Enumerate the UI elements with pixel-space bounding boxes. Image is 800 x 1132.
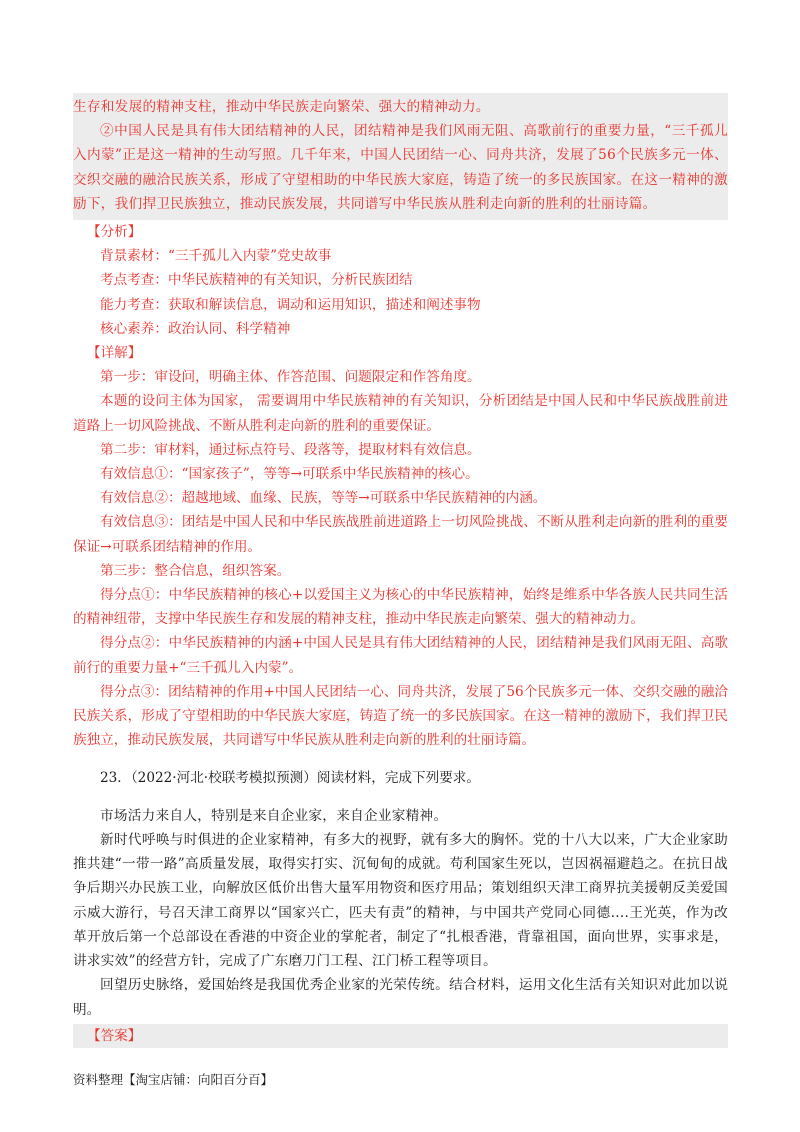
answer-paragraph-2: ②中国人民是具有伟大团结精神的人民，团结精神是我们风雨无阻、高歌前行的重要力量，“三千孤儿入内蒙”正是这一精神的生动写照。几千年来，中国人民团结一心、同舟共济，发展了56个民族多元一体、交织交融的融洽民族关系，形成了守望相助的中华民族大家庭，铸造了统一的多民族国家。在这一精神的激励下，我们捍卫民族独立，推动民族发展，共同谱写中华民族从胜利走向新的胜利的壮丽诗篇。 <box>73 123 728 212</box>
detail-info-1: 有效信息①：“国家孩子”，等等→可联系中华民族精神的核心。 <box>100 466 479 483</box>
question-heading: 23．（2022·河北·校联考模拟预测）阅读材料，完成下列要求。 <box>100 770 480 787</box>
question-prompt: 回望历史脉络，爱国始终是我国优秀企业家的光荣传统。结合材料，运用文化生活有关知识对此加以说明。 <box>73 977 728 1018</box>
footer-source: 资料整理【淘宝店铺：向阳百分百】 <box>73 1072 274 1087</box>
detail-score-3: 得分点③：团结精神的作用+中国人民团结一心、同舟共济，发展了56个民族多元一体、交织交融的融洽民族关系，形成了守望相助的中华民族大家庭，铸造了统一的多民族国家。在这一精神的激励下，我们捍卫民族独立，推动民族发展，共同谱写中华民族从胜利走向新的胜利的壮丽诗篇。 <box>73 683 728 749</box>
question-23 <box>73 766 728 1048</box>
answer-line-1: 生存和发展的精神支柱，推动中华民族走向繁荣、强大的精神动力。 <box>73 99 490 115</box>
detail-score-1: 得分点①：中华民族精神的核心+以爱国主义为核心的中华民族精神，始终是维系中华各族人民共同生活的精神纽带，支撑中华民族生存和发展的精神支柱，推动中华民族走向繁荣、强大的精神动力。 <box>73 587 728 628</box>
page-content <box>73 93 728 1048</box>
material-paragraph-2: 新时代呼唤与时俱进的企业家精神，有多大的视野，就有多大的胸怀。党的十八大以来，广大企业家助推共建“一带一路”高质量发展，取得实打实、沉甸甸的成就。苟利国家生死以，岂因祸福避趋之。在抗日战争后期兴办民族工业，向解放区低价出售大量军用物资和医疗用品；策划组织天津工商界抗美援朝反美爱国示威大游行，号召天津工商界以“国家兴亡，匹夫有责”的精神，与中国共产党同心同德....王光英，作为改革开放后第一个总部设在香港的中资企业的掌舵者，制定了“扎根香港，背靠祖国，面向世界，实事求是，讲求实效”的经营方针，完成了广东磨刀门工程、江门桥工程等项目。 <box>73 832 728 970</box>
detail-step-2: 第二步：审材料，通过标点符号、段落等，提取材料有效信息。 <box>100 441 481 458</box>
answer-highlight-block <box>73 93 728 220</box>
analysis-item: 核心素养：政治认同、科学精神 <box>100 320 291 337</box>
analysis-item: 能力考查：获取和解读信息，调动和运用知识，描述和阐述事物 <box>100 296 481 313</box>
material-line-1: 市场活力来自人，特别是来自企业家，来自企业家精神。 <box>100 807 448 824</box>
detail-info-2: 有效信息②：超越地域、血缘、民族，等等→可联系中华民族精神的内涵。 <box>100 490 547 507</box>
analysis-item: 考点考查：中华民族精神的有关知识，分析民族团结 <box>100 272 413 289</box>
detail-step-3: 第三步：整合信息，组织答案。 <box>100 562 291 579</box>
detail-step-1: 第一步：审设问，明确主体、作答范围、问题限定和作答角度。 <box>100 369 481 386</box>
detail-section <box>73 341 728 752</box>
detail-step-1-body: 本题的设问主体为国家， 需要调用中华民族精神的有关知识，分析团结是中国人民和中华民族战胜前进道路上一切风险挑战、不断从胜利走向新的胜利的重要保证。 <box>73 393 728 434</box>
analysis-section <box>73 220 728 341</box>
answer-label-bar: 【答案】 <box>73 1024 728 1048</box>
detail-info-3: 有效信息③：团结是中国人民和中华民族战胜前进道路上一切风险挑战、不断从胜利走向新的胜利的重要保证→可联系团结精神的作用。 <box>73 514 728 555</box>
detail-label: 【详解】 <box>87 345 142 362</box>
detail-score-2: 得分点②：中华民族精神的内涵+中国人民是具有伟大团结精神的人民，团结精神是我们风雨无阻、高歌前行的重要力量+“三千孤儿入内蒙”。 <box>73 635 728 676</box>
analysis-item: 背景素材：“三千孤儿入内蒙”党史故事 <box>100 248 332 265</box>
analysis-label: 【分析】 <box>87 224 142 241</box>
